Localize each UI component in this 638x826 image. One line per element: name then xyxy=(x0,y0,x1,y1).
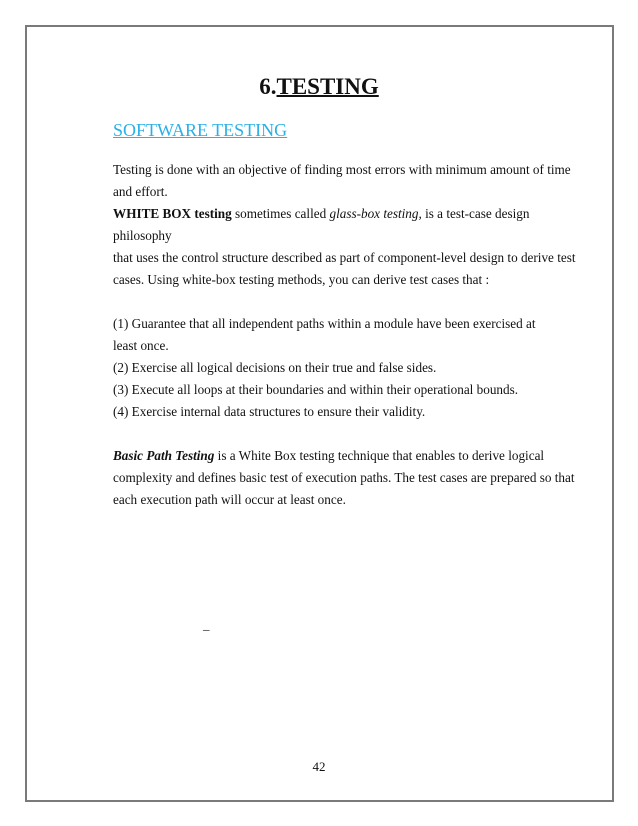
text: is a White Box testing technique that enables to derive logical xyxy=(214,448,545,463)
list-item: (2) Exercise all logical decisions on their true and false sides. xyxy=(113,360,437,375)
text: is a test-case design xyxy=(421,206,530,221)
chapter-title: TESTING xyxy=(276,74,379,99)
body-line: complexity and defines basic test of execution paths. The test cases are prepared so that xyxy=(113,470,575,485)
list-item: (4) Exercise internal data structures to ensure their validity. xyxy=(113,404,426,419)
list-item: (3) Execute all loops at their boundaries and within their operational bounds. xyxy=(113,382,519,397)
body-line: Testing is done with an objective of finding most errors with minimum amount of time xyxy=(113,162,571,177)
list-item: least once. xyxy=(113,338,169,353)
body-line: that uses the control structure described as part of component-level design to derive test xyxy=(113,250,576,265)
body-line: and effort. xyxy=(113,184,168,199)
section-heading: SOFTWARE TESTING xyxy=(113,120,288,140)
chapter-number: 6. xyxy=(259,74,277,99)
body-line: philosophy xyxy=(113,228,172,243)
stray-dash: _ xyxy=(203,617,210,632)
text: sometimes called xyxy=(231,206,330,221)
bold-italic-term: Basic Path Testing xyxy=(113,448,215,463)
page-title xyxy=(0,74,638,100)
italic-term: glass-box testing, xyxy=(329,206,422,221)
page-number: 42 xyxy=(312,759,326,774)
body-line xyxy=(113,448,544,464)
bold-term: WHITE BOX testing xyxy=(113,206,232,221)
body-line xyxy=(113,206,529,222)
body-line: each execution path will occur at least once. xyxy=(113,492,346,507)
body-line: cases. Using white-box testing methods, you can derive test cases that : xyxy=(113,272,490,287)
list-item: (1) Guarantee that all independent paths within a module have been exercised at xyxy=(113,316,536,331)
